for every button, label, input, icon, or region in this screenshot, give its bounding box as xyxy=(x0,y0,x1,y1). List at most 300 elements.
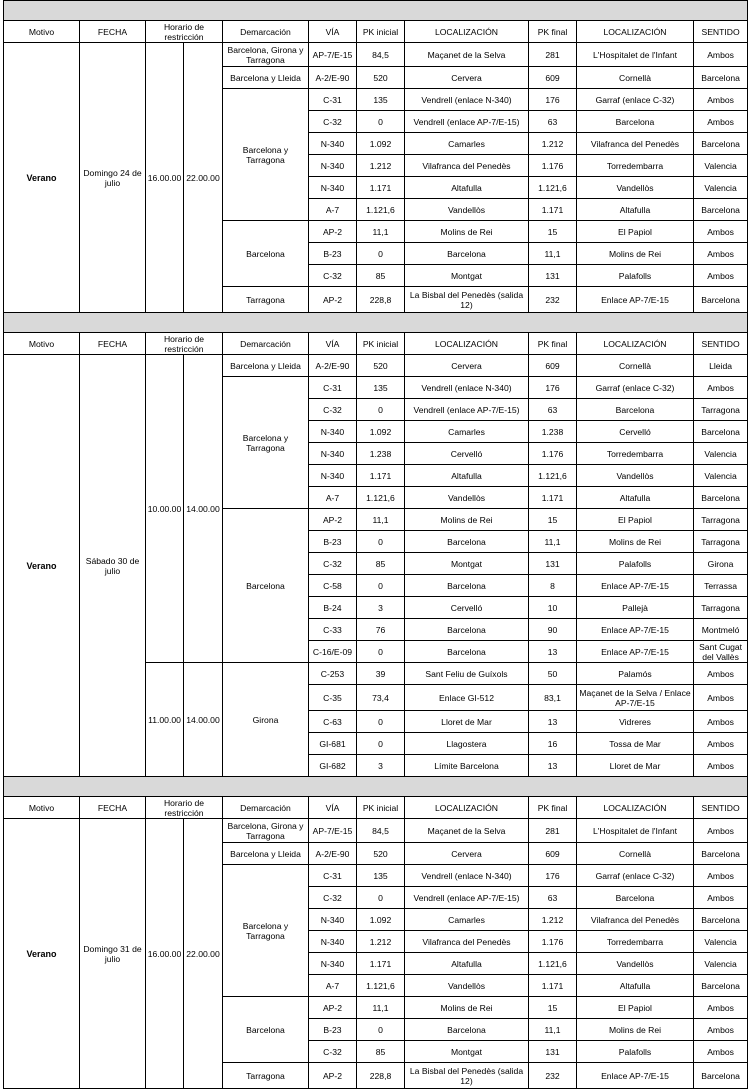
via-cell: A-2/E-90 xyxy=(309,843,357,865)
section-band xyxy=(4,777,748,797)
pk-final-cell: 83,1 xyxy=(529,685,577,711)
pk-inicial-cell: 85 xyxy=(357,1041,405,1063)
localizacion-final-cell: Garraf (enlace C-32) xyxy=(577,89,694,111)
pk-final-cell: 1.171 xyxy=(529,199,577,221)
header-pk-inicial: PK inicial xyxy=(357,21,405,43)
localizacion-final-cell: L'Hospitalet de l'Infant xyxy=(577,819,694,843)
localizacion-final-cell: Tossa de Mar xyxy=(577,733,694,755)
sentido-cell: Valencia xyxy=(694,443,748,465)
sentido-cell: Barcelona xyxy=(694,1063,748,1089)
pk-final-cell: 1.176 xyxy=(529,443,577,465)
via-cell: A-7 xyxy=(309,199,357,221)
pk-inicial-cell: 1.171 xyxy=(357,465,405,487)
pk-inicial-cell: 135 xyxy=(357,377,405,399)
sentido-cell: Tarragona xyxy=(694,531,748,553)
localizacion-final-cell: Enlace AP-7/E-15 xyxy=(577,641,694,663)
via-cell: C-33 xyxy=(309,619,357,641)
pk-inicial-cell: 0 xyxy=(357,887,405,909)
header-sentido: SENTIDO xyxy=(694,797,748,819)
localizacion-final-cell: Palafolls xyxy=(577,1041,694,1063)
localizacion-final-cell: Vidreres xyxy=(577,711,694,733)
sentido-cell: Ambos xyxy=(694,819,748,843)
pk-final-cell: 1.176 xyxy=(529,931,577,953)
pk-final-cell: 63 xyxy=(529,399,577,421)
localizacion-inicial-cell: Sant Feliu de Guíxols xyxy=(405,663,529,685)
header-sentido: SENTIDO xyxy=(694,21,748,43)
localizacion-inicial-cell: Altafulla xyxy=(405,465,529,487)
pk-final-cell: 10 xyxy=(529,597,577,619)
pk-final-cell: 50 xyxy=(529,663,577,685)
fecha-cell: Domingo 31 de julio xyxy=(80,819,146,1089)
pk-inicial-cell: 0 xyxy=(357,531,405,553)
pk-inicial-cell: 1.121,6 xyxy=(357,199,405,221)
sentido-cell: Valencia xyxy=(694,177,748,199)
sentido-cell: Barcelona xyxy=(694,975,748,997)
header-localizacion-final: LOCALIZACIÓN xyxy=(577,797,694,819)
sentido-cell: Sant Cugat del Vallès xyxy=(694,641,748,663)
demarcacion-cell: Barcelona, Girona y Tarragona xyxy=(223,43,309,67)
header-motivo: Motivo xyxy=(4,797,80,819)
localizacion-final-cell: Torredembarra xyxy=(577,155,694,177)
pk-inicial-cell: 1.212 xyxy=(357,155,405,177)
header-horario: Horario de restricción xyxy=(146,797,223,819)
pk-inicial-cell: 85 xyxy=(357,553,405,575)
pk-final-cell: 11,1 xyxy=(529,243,577,265)
localizacion-inicial-cell: Barcelona xyxy=(405,1019,529,1041)
pk-inicial-cell: 0 xyxy=(357,733,405,755)
localizacion-inicial-cell: Vendrell (enlace AP-7/E-15) xyxy=(405,111,529,133)
sentido-cell: Valencia xyxy=(694,155,748,177)
pk-inicial-cell: 1.121,6 xyxy=(357,975,405,997)
pk-inicial-cell: 84,5 xyxy=(357,43,405,67)
pk-final-cell: 8 xyxy=(529,575,577,597)
localizacion-inicial-cell: Montgat xyxy=(405,265,529,287)
localizacion-inicial-cell: La Bisbal del Penedès (salida 12) xyxy=(405,1063,529,1089)
sentido-cell: Ambos xyxy=(694,243,748,265)
via-cell: C-31 xyxy=(309,865,357,887)
localizacion-inicial-cell: Vilafranca del Penedès xyxy=(405,931,529,953)
via-cell: A-2/E-90 xyxy=(309,355,357,377)
via-cell: C-32 xyxy=(309,111,357,133)
sentido-cell: Ambos xyxy=(694,733,748,755)
pk-inicial-cell: 1.121,6 xyxy=(357,487,405,509)
pk-final-cell: 1.171 xyxy=(529,975,577,997)
table-header-row xyxy=(4,333,748,355)
demarcacion-cell: Barcelona y Lleida xyxy=(223,843,309,865)
localizacion-final-cell: El Papiol xyxy=(577,997,694,1019)
via-cell: N-340 xyxy=(309,953,357,975)
localizacion-final-cell: Vandellòs xyxy=(577,177,694,199)
pk-inicial-cell: 0 xyxy=(357,575,405,597)
via-cell: N-340 xyxy=(309,177,357,199)
demarcacion-cell: Barcelona y Lleida xyxy=(223,355,309,377)
pk-final-cell: 16 xyxy=(529,733,577,755)
horario-fin-cell: 22.00.00 xyxy=(184,43,223,313)
header-pk-inicial: PK inicial xyxy=(357,333,405,355)
localizacion-final-cell: Molins de Rei xyxy=(577,1019,694,1041)
pk-inicial-cell: 0 xyxy=(357,111,405,133)
pk-final-cell: 11,1 xyxy=(529,531,577,553)
localizacion-inicial-cell: Barcelona xyxy=(405,641,529,663)
localizacion-final-cell: Altafulla xyxy=(577,487,694,509)
pk-final-cell: 232 xyxy=(529,287,577,313)
sentido-cell: Ambos xyxy=(694,865,748,887)
header-via: VÍA xyxy=(309,21,357,43)
pk-final-cell: 281 xyxy=(529,43,577,67)
sentido-cell: Ambos xyxy=(694,997,748,1019)
localizacion-inicial-cell: Montgat xyxy=(405,553,529,575)
pk-final-cell: 609 xyxy=(529,843,577,865)
sentido-cell: Barcelona xyxy=(694,133,748,155)
localizacion-inicial-cell: Vendrell (enlace AP-7/E-15) xyxy=(405,887,529,909)
pk-inicial-cell: 1.092 xyxy=(357,909,405,931)
via-cell: C-16/E-09 xyxy=(309,641,357,663)
via-cell: N-340 xyxy=(309,155,357,177)
pk-inicial-cell: 11,1 xyxy=(357,997,405,1019)
sentido-cell: Ambos xyxy=(694,89,748,111)
via-cell: C-32 xyxy=(309,553,357,575)
sentido-cell: Barcelona xyxy=(694,909,748,931)
fecha-cell: Sábado 30 de julio xyxy=(80,355,146,777)
localizacion-final-cell: Garraf (enlace C-32) xyxy=(577,865,694,887)
pk-final-cell: 13 xyxy=(529,755,577,777)
localizacion-final-cell: El Papiol xyxy=(577,509,694,531)
header-pk-final: PK final xyxy=(529,797,577,819)
via-cell: AP-7/E-15 xyxy=(309,819,357,843)
pk-inicial-cell: 39 xyxy=(357,663,405,685)
sentido-cell: Terrassa xyxy=(694,575,748,597)
sentido-cell: Valencia xyxy=(694,931,748,953)
localizacion-inicial-cell: Camarles xyxy=(405,909,529,931)
localizacion-inicial-cell: Maçanet de la Selva xyxy=(405,819,529,843)
pk-inicial-cell: 135 xyxy=(357,865,405,887)
localizacion-final-cell: Altafulla xyxy=(577,975,694,997)
demarcacion-cell: Girona xyxy=(223,663,309,777)
localizacion-inicial-cell: Camarles xyxy=(405,133,529,155)
header-localizacion-inicial: LOCALIZACIÓN xyxy=(405,21,529,43)
header-fecha: FECHA xyxy=(80,333,146,355)
via-cell: C-35 xyxy=(309,685,357,711)
sentido-cell: Ambos xyxy=(694,887,748,909)
via-cell: N-340 xyxy=(309,443,357,465)
pk-final-cell: 15 xyxy=(529,509,577,531)
sentido-cell: Barcelona xyxy=(694,67,748,89)
pk-inicial-cell: 135 xyxy=(357,89,405,111)
localizacion-final-cell: Cornellà xyxy=(577,355,694,377)
pk-final-cell: 15 xyxy=(529,221,577,243)
sentido-cell: Ambos xyxy=(694,265,748,287)
demarcacion-cell: Tarragona xyxy=(223,287,309,313)
pk-inicial-cell: 520 xyxy=(357,843,405,865)
sentido-cell: Montmeló xyxy=(694,619,748,641)
pk-final-cell: 90 xyxy=(529,619,577,641)
localizacion-final-cell: Enlace AP-7/E-15 xyxy=(577,287,694,313)
demarcacion-cell: Barcelona, Girona y Tarragona xyxy=(223,819,309,843)
pk-final-cell: 1.238 xyxy=(529,421,577,443)
sentido-cell: Tarragona xyxy=(694,399,748,421)
pk-inicial-cell: 0 xyxy=(357,1019,405,1041)
localizacion-inicial-cell: Vendrell (enlace AP-7/E-15) xyxy=(405,399,529,421)
sentido-cell: Ambos xyxy=(694,1019,748,1041)
sentido-cell: Ambos xyxy=(694,1041,748,1063)
header-localizacion-inicial: LOCALIZACIÓN xyxy=(405,797,529,819)
localizacion-inicial-cell: Lloret de Mar xyxy=(405,711,529,733)
pk-final-cell: 13 xyxy=(529,641,577,663)
traffic-restrictions-table xyxy=(3,0,748,1089)
section-band-cell xyxy=(4,1,748,21)
sentido-cell: Barcelona xyxy=(694,487,748,509)
sentido-cell: Ambos xyxy=(694,43,748,67)
sentido-cell: Tarragona xyxy=(694,509,748,531)
via-cell: GI-681 xyxy=(309,733,357,755)
sentido-cell: Barcelona xyxy=(694,287,748,313)
localizacion-final-cell: Garraf (enlace C-32) xyxy=(577,377,694,399)
via-cell: B-23 xyxy=(309,243,357,265)
pk-final-cell: 176 xyxy=(529,865,577,887)
demarcacion-cell: Barcelona xyxy=(223,997,309,1063)
pk-final-cell: 13 xyxy=(529,711,577,733)
localizacion-final-cell: Lloret de Mar xyxy=(577,755,694,777)
horario-fin-cell: 14.00.00 xyxy=(184,663,223,777)
localizacion-inicial-cell: Barcelona xyxy=(405,619,529,641)
pk-inicial-cell: 520 xyxy=(357,355,405,377)
pk-final-cell: 131 xyxy=(529,1041,577,1063)
via-cell: A-7 xyxy=(309,487,357,509)
localizacion-final-cell: Palafolls xyxy=(577,265,694,287)
localizacion-inicial-cell: Molins de Rei xyxy=(405,997,529,1019)
header-localizacion-final: LOCALIZACIÓN xyxy=(577,21,694,43)
motivo-cell: Verano xyxy=(4,355,80,777)
table-header-row xyxy=(4,797,748,819)
horario-inicio-cell: 16.00.00 xyxy=(146,819,184,1089)
pk-final-cell: 63 xyxy=(529,111,577,133)
localizacion-inicial-cell: Cervera xyxy=(405,355,529,377)
pk-final-cell: 176 xyxy=(529,89,577,111)
localizacion-inicial-cell: Molins de Rei xyxy=(405,509,529,531)
pk-inicial-cell: 84,5 xyxy=(357,819,405,843)
horario-inicio-cell: 10.00.00 xyxy=(146,355,184,663)
pk-final-cell: 1.171 xyxy=(529,487,577,509)
pk-inicial-cell: 228,8 xyxy=(357,287,405,313)
localizacion-inicial-cell: Vandellòs xyxy=(405,975,529,997)
pk-inicial-cell: 0 xyxy=(357,641,405,663)
pk-inicial-cell: 85 xyxy=(357,265,405,287)
header-via: VÍA xyxy=(309,333,357,355)
localizacion-inicial-cell: Cervelló xyxy=(405,443,529,465)
localizacion-inicial-cell: Vandellòs xyxy=(405,199,529,221)
sentido-cell: Ambos xyxy=(694,663,748,685)
sentido-cell: Lleida xyxy=(694,355,748,377)
pk-final-cell: 63 xyxy=(529,887,577,909)
via-cell: AP-2 xyxy=(309,1063,357,1089)
localizacion-inicial-cell: Barcelona xyxy=(405,531,529,553)
localizacion-inicial-cell: Cervera xyxy=(405,67,529,89)
table-row xyxy=(4,43,748,67)
localizacion-inicial-cell: Montgat xyxy=(405,1041,529,1063)
localizacion-final-cell: Torredembarra xyxy=(577,931,694,953)
pk-inicial-cell: 0 xyxy=(357,399,405,421)
section-band-cell xyxy=(4,313,748,333)
localizacion-inicial-cell: Llagostera xyxy=(405,733,529,755)
pk-inicial-cell: 1.171 xyxy=(357,953,405,975)
sentido-cell: Barcelona xyxy=(694,199,748,221)
localizacion-inicial-cell: Camarles xyxy=(405,421,529,443)
pk-inicial-cell: 1.092 xyxy=(357,421,405,443)
header-horario: Horario de restricción xyxy=(146,333,223,355)
pk-inicial-cell: 73,4 xyxy=(357,685,405,711)
sentido-cell: Ambos xyxy=(694,377,748,399)
localizacion-inicial-cell: Límite Barcelona xyxy=(405,755,529,777)
localizacion-inicial-cell: Enlace GI-512 xyxy=(405,685,529,711)
pk-final-cell: 131 xyxy=(529,553,577,575)
localizacion-final-cell: L'Hospitalet de l'Infant xyxy=(577,43,694,67)
horario-inicio-cell: 11.00.00 xyxy=(146,663,184,777)
pk-inicial-cell: 3 xyxy=(357,755,405,777)
localizacion-inicial-cell: Molins de Rei xyxy=(405,221,529,243)
via-cell: N-340 xyxy=(309,421,357,443)
pk-final-cell: 609 xyxy=(529,67,577,89)
via-cell: AP-7/E-15 xyxy=(309,43,357,67)
horario-fin-cell: 22.00.00 xyxy=(184,819,223,1089)
demarcacion-cell: Barcelona y Tarragona xyxy=(223,865,309,997)
localizacion-final-cell: Cervelló xyxy=(577,421,694,443)
header-localizacion-inicial: LOCALIZACIÓN xyxy=(405,333,529,355)
header-via: VÍA xyxy=(309,797,357,819)
sentido-cell: Barcelona xyxy=(694,421,748,443)
pk-final-cell: 176 xyxy=(529,377,577,399)
via-cell: C-58 xyxy=(309,575,357,597)
demarcacion-cell: Barcelona xyxy=(223,221,309,287)
via-cell: C-32 xyxy=(309,399,357,421)
section-band xyxy=(4,313,748,333)
via-cell: AP-2 xyxy=(309,221,357,243)
localizacion-inicial-cell: Maçanet de la Selva xyxy=(405,43,529,67)
pk-inicial-cell: 1.092 xyxy=(357,133,405,155)
fecha-cell: Domingo 24 de julio xyxy=(80,43,146,313)
pk-inicial-cell: 0 xyxy=(357,243,405,265)
header-pk-inicial: PK inicial xyxy=(357,797,405,819)
via-cell: N-340 xyxy=(309,909,357,931)
localizacion-inicial-cell: Cervera xyxy=(405,843,529,865)
via-cell: C-31 xyxy=(309,377,357,399)
header-demarcacion: Demarcación xyxy=(223,21,309,43)
pk-final-cell: 1.121,6 xyxy=(529,953,577,975)
header-motivo: Motivo xyxy=(4,21,80,43)
localizacion-final-cell: Enlace AP-7/E-15 xyxy=(577,575,694,597)
header-demarcacion: Demarcación xyxy=(223,797,309,819)
sentido-cell: Ambos xyxy=(694,111,748,133)
pk-inicial-cell: 11,1 xyxy=(357,509,405,531)
sentido-cell: Ambos xyxy=(694,685,748,711)
header-demarcacion: Demarcación xyxy=(223,333,309,355)
pk-final-cell: 1.121,6 xyxy=(529,465,577,487)
pk-final-cell: 232 xyxy=(529,1063,577,1089)
pk-inicial-cell: 0 xyxy=(357,711,405,733)
localizacion-final-cell: Vandellòs xyxy=(577,465,694,487)
via-cell: N-340 xyxy=(309,931,357,953)
via-cell: C-63 xyxy=(309,711,357,733)
sentido-cell: Valencia xyxy=(694,465,748,487)
localizacion-final-cell: Enlace AP-7/E-15 xyxy=(577,619,694,641)
header-motivo: Motivo xyxy=(4,333,80,355)
localizacion-final-cell: Pallejà xyxy=(577,597,694,619)
localizacion-final-cell: Vandellòs xyxy=(577,953,694,975)
header-fecha: FECHA xyxy=(80,797,146,819)
localizacion-inicial-cell: Cervelló xyxy=(405,597,529,619)
pk-final-cell: 11,1 xyxy=(529,1019,577,1041)
via-cell: A-7 xyxy=(309,975,357,997)
via-cell: N-340 xyxy=(309,133,357,155)
section-band xyxy=(4,1,748,21)
localizacion-final-cell: Cornellà xyxy=(577,67,694,89)
via-cell: AP-2 xyxy=(309,509,357,531)
section-band-cell xyxy=(4,777,748,797)
via-cell: C-32 xyxy=(309,887,357,909)
localizacion-final-cell: Torredembarra xyxy=(577,443,694,465)
pk-inicial-cell: 1.171 xyxy=(357,177,405,199)
pk-inicial-cell: 1.238 xyxy=(357,443,405,465)
motivo-cell: Verano xyxy=(4,43,80,313)
pk-final-cell: 1.212 xyxy=(529,909,577,931)
via-cell: C-32 xyxy=(309,265,357,287)
localizacion-final-cell: Cornellà xyxy=(577,843,694,865)
via-cell: AP-2 xyxy=(309,287,357,313)
localizacion-inicial-cell: La Bisbal del Penedès (salida 12) xyxy=(405,287,529,313)
sentido-cell: Ambos xyxy=(694,711,748,733)
sentido-cell: Barcelona xyxy=(694,843,748,865)
pk-final-cell: 609 xyxy=(529,355,577,377)
header-pk-final: PK final xyxy=(529,21,577,43)
pk-final-cell: 1.176 xyxy=(529,155,577,177)
localizacion-inicial-cell: Barcelona xyxy=(405,243,529,265)
pk-final-cell: 1.212 xyxy=(529,133,577,155)
localizacion-final-cell: Enlace AP-7/E-15 xyxy=(577,1063,694,1089)
header-sentido: SENTIDO xyxy=(694,333,748,355)
localizacion-final-cell: Palamós xyxy=(577,663,694,685)
horario-fin-cell: 14.00.00 xyxy=(184,355,223,663)
pk-inicial-cell: 76 xyxy=(357,619,405,641)
pk-final-cell: 131 xyxy=(529,265,577,287)
localizacion-final-cell: Molins de Rei xyxy=(577,531,694,553)
sentido-cell: Girona xyxy=(694,553,748,575)
pk-final-cell: 15 xyxy=(529,997,577,1019)
localizacion-final-cell: Maçanet de la Selva / Enlace AP-7/E-15 xyxy=(577,685,694,711)
demarcacion-cell: Barcelona y Lleida xyxy=(223,67,309,89)
header-localizacion-final: LOCALIZACIÓN xyxy=(577,333,694,355)
pk-final-cell: 1.121,6 xyxy=(529,177,577,199)
horario-inicio-cell: 16.00.00 xyxy=(146,43,184,313)
localizacion-inicial-cell: Vendrell (enlace N-340) xyxy=(405,865,529,887)
via-cell: C-31 xyxy=(309,89,357,111)
sentido-cell: Valencia xyxy=(694,953,748,975)
pk-inicial-cell: 520 xyxy=(357,67,405,89)
localizacion-final-cell: Molins de Rei xyxy=(577,243,694,265)
localizacion-inicial-cell: Vendrell (enlace N-340) xyxy=(405,377,529,399)
localizacion-inicial-cell: Barcelona xyxy=(405,575,529,597)
header-fecha: FECHA xyxy=(80,21,146,43)
table-row xyxy=(4,355,748,377)
via-cell: N-340 xyxy=(309,465,357,487)
via-cell: B-23 xyxy=(309,531,357,553)
via-cell: C-32 xyxy=(309,1041,357,1063)
localizacion-final-cell: Altafulla xyxy=(577,199,694,221)
pk-final-cell: 281 xyxy=(529,819,577,843)
pk-inicial-cell: 11,1 xyxy=(357,221,405,243)
demarcacion-cell: Barcelona y Tarragona xyxy=(223,377,309,509)
via-cell: A-2/E-90 xyxy=(309,67,357,89)
localizacion-final-cell: Vilafranca del Penedès xyxy=(577,133,694,155)
demarcacion-cell: Barcelona xyxy=(223,509,309,663)
